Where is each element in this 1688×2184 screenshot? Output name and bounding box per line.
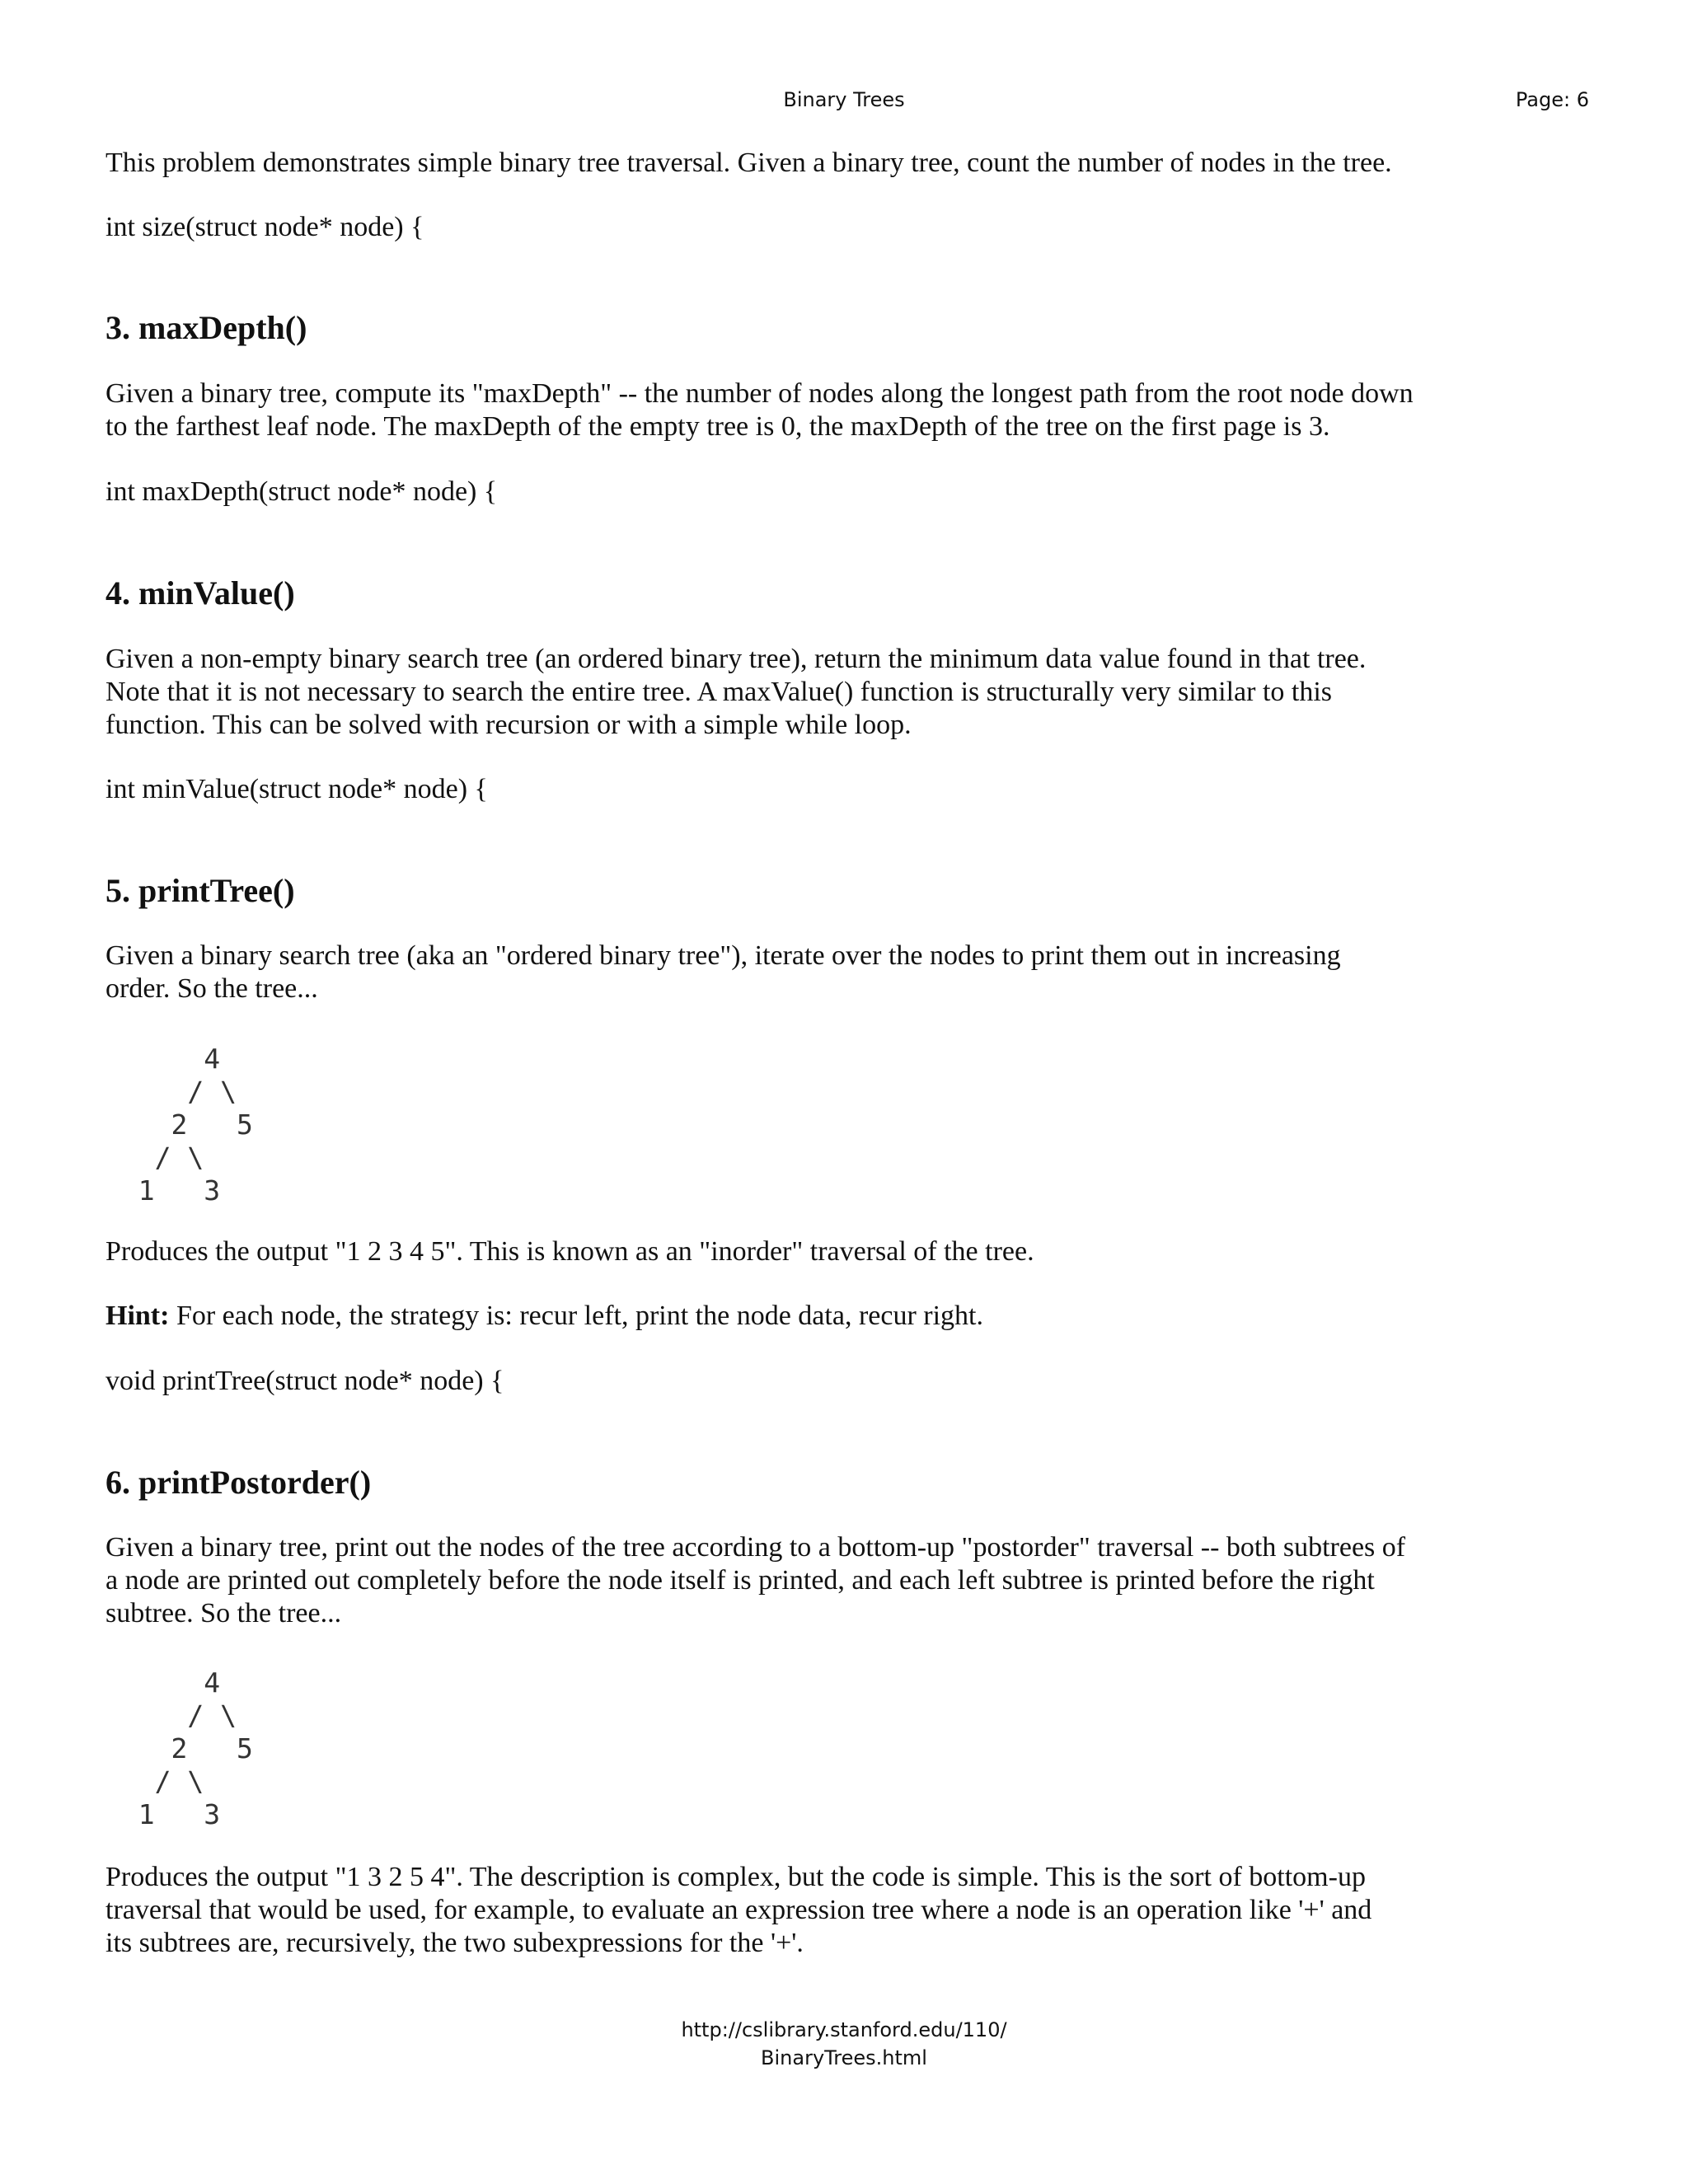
section-heading-minvalue: 4. minValue()	[106, 574, 295, 612]
section-heading-printpostorder: 6. printPostorder()	[106, 1464, 372, 1501]
printtree-paragraph: Given a binary search tree (aka an "ordered binary tree"), iterate over the nodes to print them out in increasing order. So the tree...	[106, 940, 1341, 1004]
minvalue-signature: int minValue(struct node* node) {	[106, 774, 488, 804]
intro-paragraph: This problem demonstrates simple binary tree traversal. Given a binary tree, count the number of nodes in the tree.	[106, 148, 1392, 178]
hint-text: For each node, the strategy is: recur left, print the node data, recur right.	[169, 1301, 983, 1331]
printpostorder-tree-diagram: 4 / \ 2 5 / \ 1 3	[138, 1666, 253, 1830]
page-header-title: Binary Trees	[783, 88, 905, 111]
printtree-hint	[106, 1300, 1556, 1333]
minvalue-paragraph: Given a non-empty binary search tree (an ordered binary tree), return the minimum data value found in that tree. Note that it is not necessary to search the entire tree. A maxValue() function is structurally very similar to this function. This can be solved with recursion or with a simple while loop.	[106, 644, 1367, 740]
section-heading-printtree: 5. printTree()	[106, 872, 295, 909]
maxdepth-paragraph: Given a binary tree, compute its "maxDepth" -- the number of nodes along the longest path from the root node down to the farthest leaf node. The maxDepth of the empty tree is 0, the maxDepth of the tree on the first page is 3.	[106, 378, 1414, 442]
printtree-tree-diagram: 4 / \ 2 5 / \ 1 3	[138, 1043, 253, 1207]
printtree-signature: void printTree(struct node* node) {	[106, 1366, 504, 1396]
footer-url[interactable]: http://cslibrary.stanford.edu/110/	[681, 2018, 1007, 2041]
printpostorder-paragraph: Given a binary tree, print out the nodes of the tree according to a bottom-up "postorder" traversal -- both subtrees of a node are printed out completely before the node itself is printed, and each left subtree is printed before the right subtree. So the tree...	[106, 1532, 1406, 1629]
page-number: Page: 6	[1515, 88, 1589, 111]
section-heading-maxdepth: 3. maxDepth()	[106, 309, 307, 346]
hint-label: Hint:	[106, 1301, 170, 1331]
footer-filename[interactable]: BinaryTrees.html	[761, 2046, 927, 2069]
printtree-output-text: Produces the output "1 2 3 4 5". This is known as an "inorder" traversal of the tree.	[106, 1236, 1034, 1267]
maxdepth-signature: int maxDepth(struct node* node) {	[106, 476, 498, 507]
size-signature: int size(struct node* node) {	[106, 212, 424, 242]
printpostorder-output-text: Produces the output "1 3 2 5 4". The description is complex, but the code is simple. This is the sort of bottom-up traversal that would be used, for example, to evaluate an expression tree where a node is an operation like '+' and its subtrees are, recursively, the two subexpressions for the '+'.	[106, 1862, 1372, 1958]
